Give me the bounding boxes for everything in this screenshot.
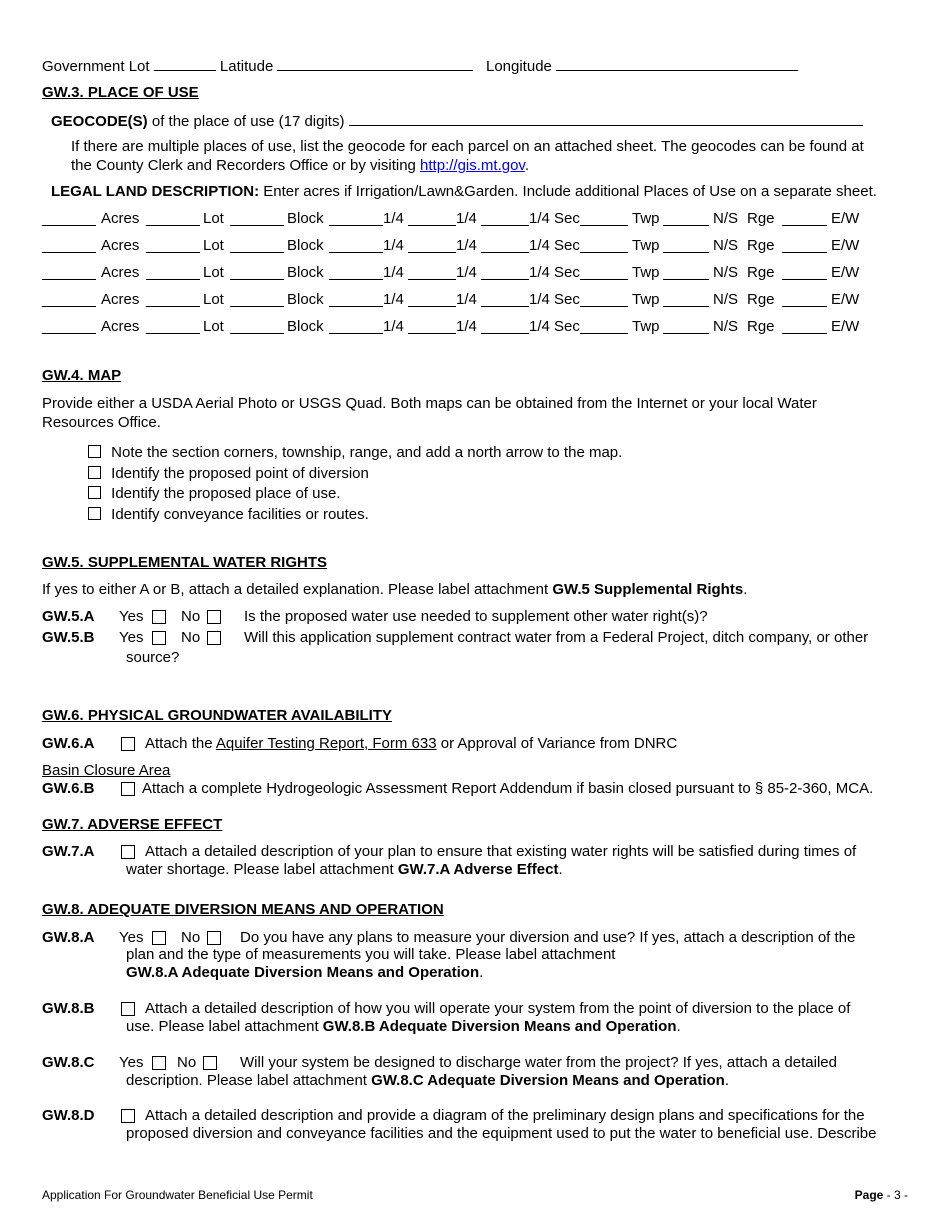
gw5-intro-text: If yes to either A or B, attach a detailed explanation. Please label attachment [42,581,553,598]
gw4-heading: GW.4. MAP [42,367,122,384]
twp-field[interactable] [663,279,709,280]
legal-land-description [51,183,877,201]
gw5a-no-checkbox[interactable] [207,610,221,624]
multi-place-note-line2: the County Clerk and Recorders Office or by visiting http://gis.mt.gov. [71,157,529,174]
multi-place-note-line2-text: the County Clerk and Recorders Office or by visiting [71,157,421,174]
ew-label: E/W [831,264,860,281]
gw8c-yes-checkbox[interactable] [152,1056,166,1070]
quarter1-label: 1/4 [383,210,404,227]
quarter1-field[interactable] [329,279,383,280]
acres-label: Acres [101,291,140,308]
quarter3-field[interactable] [481,279,529,280]
gw4-intro-line1: Provide either a USDA Aerial Photo or USGS Quad. Both maps can be obtained from the Internet or your local Water [42,395,817,412]
gw6-heading: GW.6. PHYSICAL GROUNDWATER AVAILABILITY [42,707,393,724]
acres-label: Acres [101,237,140,254]
gw5b-no-checkbox[interactable] [207,631,221,645]
block-label: Block [287,291,324,308]
gw5b-no-label: No [181,629,201,646]
gw4-item-label: Identify the proposed place of use. [111,485,341,502]
gw8a-no-checkbox[interactable] [207,931,221,945]
gw6a-text [145,735,677,753]
quarter2-label: 1/4 [456,318,477,335]
gis-link[interactable]: http://gis.mt.gov [420,157,525,174]
sec-field[interactable] [580,333,628,334]
gw5-intro: If yes to either A or B, attach a detailed explanation. Please label attachment GW.5 Supplemental Rights. [42,581,748,598]
geocode-field[interactable] [349,111,863,126]
lot-label: Lot [203,291,224,308]
quarter1-field[interactable] [329,306,383,307]
quarter2-label: 1/4 [456,237,477,254]
gw4-intro [42,394,817,432]
footer-page-number [855,1186,908,1204]
twp-field[interactable] [663,252,709,253]
longitude-label: Longitude [485,58,552,75]
gw8d-checkbox[interactable] [121,1109,135,1123]
gw4-item-label: Note the section corners, township, range, and add a north arrow to the map. [111,444,623,461]
footer-page-label: Page [854,1188,884,1202]
rge-field[interactable] [782,306,827,307]
gw7a-text-cont-plain: water shortage. Please label attachment [126,861,398,878]
rge-label: Rge [747,237,775,254]
lot-field[interactable] [146,225,200,226]
gw8a-attachment-line: GW.8.A Adequate Diversion Means and Operation. [126,964,484,981]
latitude-label: Latitude [219,58,274,75]
gw5a-no-label: No [181,608,201,625]
quarter2-field[interactable] [408,252,456,253]
multi-place-note [71,137,864,175]
gw8a-yes-checkbox[interactable] [152,931,166,945]
ns-label: N/S [713,291,739,308]
lot-field[interactable] [146,333,200,334]
checkbox[interactable] [88,466,101,479]
rge-field[interactable] [782,333,827,334]
quarter3-field[interactable] [481,333,529,334]
quarter1-field[interactable] [329,225,383,226]
lot-label: Lot [203,210,224,227]
gw7a-text: Attach a detailed description of your plan to ensure that existing water rights will be satisfied during times of [145,843,857,860]
rge-label: Rge [747,264,775,281]
twp-label: Twp [632,291,660,308]
block-label: Block [287,318,324,335]
quarter2-label: 1/4 [456,264,477,281]
acres-label: Acres [101,264,140,281]
gw8b-text-cont-plain: use. Please label attachment [126,1018,323,1035]
quarter-sec-label: 1/4 Sec [529,318,580,335]
aquifer-report-link[interactable]: Aquifer Testing Report, Form 633 [215,735,437,752]
sec-field[interactable] [580,225,628,226]
gw6a-label: GW.6.A [42,735,95,752]
quarter1-label: 1/4 [383,264,404,281]
gw8c-no-checkbox[interactable] [203,1056,217,1070]
quarter3-field[interactable] [481,225,529,226]
gw8a-question: Do you have any plans to measure your diversion and use? If yes, attach a description of the [240,929,856,946]
gw5a-yes-checkbox[interactable] [152,610,166,624]
gov-lot-label: Government Lot [42,58,150,75]
gw8c-label: GW.8.C [42,1054,95,1071]
gw4-item [88,506,622,527]
checkbox[interactable] [88,507,101,520]
gw8d-text: Attach a detailed description and provide a diagram of the preliminary design plans and specifications for the [145,1107,865,1124]
gw8b-checkbox[interactable] [121,1002,135,1016]
rge-field[interactable] [782,279,827,280]
ns-label: N/S [713,318,739,335]
gw8-heading: GW.8. ADEQUATE DIVERSION MEANS AND OPERATION [42,901,444,918]
gw8c-attachment-label: GW.8.C Adequate Diversion Means and Operation [371,1072,725,1089]
gw6a-text-post: or Approval of Variance from DNRC [436,735,678,752]
rge-label: Rge [747,210,775,227]
gw6b-checkbox[interactable] [121,782,135,796]
rge-label: Rge [747,318,775,335]
rge-field[interactable] [782,252,827,253]
quarter2-label: 1/4 [456,291,477,308]
gw8a-question-cont: plan and the type of measurements you will take. Please label attachment [126,946,616,963]
legal-land-desc: Enter acres if Irrigation/Lawn&Garden. Include additional Places of Use on a separate sheet. [259,183,877,200]
twp-field[interactable] [663,333,709,334]
sec-field[interactable] [580,252,628,253]
gw8b-label: GW.8.B [42,1000,95,1017]
quarter1-label: 1/4 [383,237,404,254]
gw5b-yes-label: Yes [119,629,144,646]
gw7a-attachment-label: GW.7.A Adverse Effect [397,861,559,878]
gw4-item [88,485,622,506]
lot-label: Lot [203,318,224,335]
block-field[interactable] [230,306,284,307]
gw8d-label: GW.8.D [42,1107,95,1124]
quarter-sec-label: 1/4 Sec [529,237,580,254]
gw7-heading: GW.7. ADVERSE EFFECT [42,816,223,833]
block-label: Block [287,210,324,227]
gw6a-checkbox[interactable] [121,737,135,751]
twp-field[interactable] [663,306,709,307]
legal-land-label: LEGAL LAND DESCRIPTION: [51,183,260,200]
lot-label: Lot [203,237,224,254]
block-label: Block [287,264,324,281]
acres-field[interactable] [42,333,96,334]
gw6a-text-pre: Attach the [145,735,216,752]
geocode-desc: of the place of use (17 digits) [147,113,345,130]
gw5a-yes-label: Yes [119,608,144,625]
sec-field[interactable] [580,279,628,280]
longitude-field[interactable] [556,56,798,71]
top-fields-line [42,56,798,76]
ns-label: N/S [713,237,739,254]
gw6b-text: Attach a complete Hydrogeologic Assessment Report Addendum if basin closed pursuant to § 85-2-360, MCA. [142,780,874,797]
gw4-item [88,444,622,465]
gw7a-checkbox[interactable] [121,845,135,859]
gw5a-question: Is the proposed water use needed to supplement other water right(s)? [244,608,708,625]
acres-label: Acres [101,210,140,227]
gw4-item [88,465,622,486]
ew-label: E/W [831,318,860,335]
gw8d-text-cont: proposed diversion and conveyance facilities and the equipment used to put the water to beneficial use. Describe [126,1125,877,1142]
gw8c-question: Will your system be designed to discharge water from the project? If yes, attach a detailed [240,1054,837,1071]
gw8a-no-label: No [181,929,201,946]
gw8a-label: GW.8.A [42,929,95,946]
ns-label: N/S [713,210,739,227]
gw4-intro-line2: Resources Office. [42,414,161,431]
checkbox[interactable] [88,486,101,499]
twp-field[interactable] [663,225,709,226]
gw5-heading: GW.5. SUPPLEMENTAL WATER RIGHTS [42,554,328,571]
twp-label: Twp [632,318,660,335]
twp-label: Twp [632,210,660,227]
gw8c-question-cont-plain: description. Please label attachment [126,1072,372,1089]
gw8c-no-label: No [177,1054,197,1071]
quarter3-field[interactable] [481,306,529,307]
basin-closure-label: Basin Closure Area [42,762,171,779]
gw5b-question-cont: source? [126,649,180,666]
gw4-checklist [88,444,622,526]
ew-label: E/W [831,291,860,308]
lot-field[interactable] [146,279,200,280]
gw3-heading: GW.3. PLACE OF USE [42,84,199,101]
rge-field[interactable] [782,225,827,226]
latitude-field[interactable] [277,56,473,71]
gw4-item-label: Identify conveyance facilities or routes. [111,505,369,523]
gw5b-label: GW.5.B [42,629,95,646]
block-field[interactable] [230,279,284,280]
gw8b-text-cont: use. Please label attachment GW.8.B Adequate Diversion Means and Operation. [126,1018,681,1035]
block-field[interactable] [230,333,284,334]
lot-field[interactable] [146,306,200,307]
rge-label: Rge [747,291,775,308]
ew-label: E/W [831,237,860,254]
quarter2-label: 1/4 [456,210,477,227]
lot-label: Lot [203,264,224,281]
gw5-intro-bold: GW.5 Supplemental Rights [552,581,744,598]
footer-page-value: - 3 - [883,1188,908,1202]
geocode-label: GEOCODE(S) [51,113,148,130]
gw4-item-label: Identify the proposed point of diversion [111,464,369,482]
block-field[interactable] [230,225,284,226]
quarter-sec-label: 1/4 Sec [529,291,580,308]
gw8b-text: Attach a detailed description of how you will operate your system from the point of diversion to the place of [145,1000,851,1017]
footer-form-title: Application For Groundwater Beneficial Use Permit [42,1188,313,1202]
lot-field[interactable] [146,252,200,253]
acres-field[interactable] [42,306,96,307]
acres-field[interactable] [42,279,96,280]
quarter1-field[interactable] [329,333,383,334]
quarter2-field[interactable] [408,333,456,334]
gw8c-question-cont: description. Please label attachment GW.8.C Adequate Diversion Means and Operation. [126,1072,730,1089]
gw5a-label: GW.5.A [42,608,95,625]
quarter3-field[interactable] [481,252,529,253]
quarter-sec-label: 1/4 Sec [529,264,580,281]
twp-label: Twp [632,237,660,254]
quarter1-label: 1/4 [383,291,404,308]
block-field[interactable] [230,252,284,253]
multi-place-note-line1: If there are multiple places of use, list the geocode for each parcel on an attached sheet. The geocodes can be found at [71,138,864,155]
gw8c-yes-label: Yes [119,1054,144,1071]
acres-field[interactable] [42,252,96,253]
gw5b-question: Will this application supplement contract water from a Federal Project, ditch company, or other [244,629,869,646]
gw7a-text-cont: water shortage. Please label attachment GW.7.A Adverse Effect. [126,861,563,878]
block-label: Block [287,237,324,254]
quarter2-field[interactable] [408,306,456,307]
ew-label: E/W [831,210,860,227]
quarter2-field[interactable] [408,279,456,280]
quarter2-field[interactable] [408,225,456,226]
acres-label: Acres [101,318,140,335]
quarter1-label: 1/4 [383,318,404,335]
quarter-sec-label: 1/4 Sec [529,210,580,227]
gw5b-yes-checkbox[interactable] [152,631,166,645]
checkbox[interactable] [88,445,101,458]
gw8b-attachment-label: GW.8.B Adequate Diversion Means and Operation [322,1018,677,1035]
gw8a-yes-label: Yes [119,929,144,946]
gw7a-label: GW.7.A [42,843,95,860]
quarter1-field[interactable] [329,252,383,253]
acres-field[interactable] [42,225,96,226]
sec-field[interactable] [580,306,628,307]
gw6b-label: GW.6.B [42,780,95,797]
twp-label: Twp [632,264,660,281]
gov-lot-field[interactable] [154,56,216,71]
gw8a-attachment-label: GW.8.A Adequate Diversion Means and Operation [126,964,480,981]
geocode-line [51,111,863,131]
ns-label: N/S [713,264,739,281]
